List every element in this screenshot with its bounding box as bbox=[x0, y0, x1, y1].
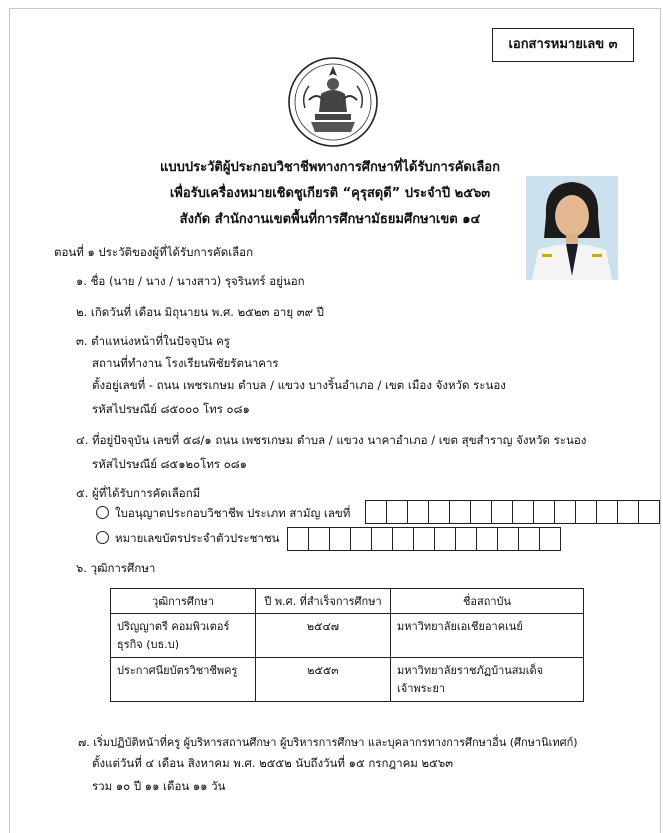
degree-cell: ประกาศนียบัตรวิชาชีพครู bbox=[111, 658, 256, 702]
year-cell: ๒๕๔๗ bbox=[256, 614, 391, 658]
id-card-radio[interactable] bbox=[96, 531, 109, 544]
column-header-degree: วุฒิการศึกษา bbox=[111, 589, 256, 614]
column-header-institution: ชื่อสถาบัน bbox=[391, 589, 584, 614]
title-line-3: สังกัด สำนักงานเขตพื้นที่การศึกษามัธยมศึกษาเขต ๑๔ bbox=[179, 212, 481, 227]
service-total-field: รวม ๑๐ ปี ๑๑ เดือน ๑๑ วัน bbox=[92, 779, 226, 793]
id-card-option[interactable] bbox=[96, 530, 280, 548]
year-cell: ๒๕๕๓ bbox=[256, 658, 391, 702]
workplace-address-field: ตั้งอยู่เลขที่ - ถนน เพชรเกษม ตำบล / แขวง บางริ้นอำเภอ / เขต เมือง จังหวัด ระนอง bbox=[92, 378, 506, 392]
education-table bbox=[110, 588, 584, 702]
title-line-2: เพื่อรับเครื่องหมายเชิดชูเกียรติ “คุรุสดุดี” ประจำปี ๒๕๖๓ bbox=[169, 186, 491, 201]
table-header-row bbox=[111, 589, 584, 614]
name-field: ๑. ชื่อ (นาย / นาง / นางสาว) รุจรินทร์ อยู่นอก bbox=[76, 274, 305, 288]
license-option[interactable] bbox=[96, 505, 350, 523]
table-row bbox=[111, 658, 584, 702]
profile-photo bbox=[526, 176, 618, 280]
degree-cell: ปริญญาตรี คอมพิวเตอร์ธุรกิจ (บธ.บ) bbox=[111, 614, 256, 658]
service-start-field: ๗. เริ่มปฏิบัติหน้าที่ครู ผู้บริหารสถานศึกษา ผู้บริหารการศึกษา และบุคลากรทางการศึกษาอื่น (ศึกษานิเทศก์) bbox=[78, 736, 578, 749]
education-heading: ๖. วุฒิการศึกษา bbox=[76, 561, 156, 575]
column-header-year: ปี พ.ศ. ที่สำเร็จการศึกษา bbox=[256, 589, 391, 614]
birth-date-field: ๒. เกิดวันที่ เดือน มิถุนายน พ.ศ. ๒๕๒๓ อายุ ๓๙ ปี bbox=[76, 305, 324, 319]
id-number-boxes[interactable] bbox=[287, 527, 560, 551]
ministry-seal-icon bbox=[287, 56, 379, 148]
license-number-boxes[interactable] bbox=[365, 500, 659, 524]
section-1-heading: ตอนที่ ๑ ประวัติของผู้ที่ได้รับการคัดเลือก bbox=[54, 245, 254, 259]
license-option-label: ใบอนุญาตประกอบวิชาชีพ ประเภท สามัญ เลขที่ bbox=[115, 506, 351, 520]
institution-cell: มหาวิทยาลัยราชภัฏบ้านสมเด็จเจ้าพระยา bbox=[391, 658, 584, 702]
qualification-heading: ๕. ผู้ที่ได้รับการคัดเลือกมี bbox=[76, 486, 201, 500]
document-number-box: เอกสารหมายเลข ๓ bbox=[492, 28, 634, 62]
id-card-option-label: หมายเลขบัตรประจำตัวประชาชน bbox=[115, 531, 280, 545]
institution-cell: มหาวิทยาลัยเอเชียอาคเนย์ bbox=[391, 614, 584, 658]
home-postal-field: รหัสไปรษณีย์ ๘๕๑๒๐โทร ๐๘๑ bbox=[92, 457, 247, 471]
title-line-1: แบบประวัติผู้ประกอบวิชาชีพทางการศึกษาที่ได้รับการคัดเลือก bbox=[160, 160, 500, 175]
position-field: ๓. ตำแหน่งหน้าที่ในปัจจุบัน ครู bbox=[76, 334, 230, 348]
workplace-field: สถานที่ทำงาน โรงเรียนพิชัยรัตนาคาร bbox=[92, 356, 279, 370]
home-address-field: ๔. ที่อยู่ปัจจุบัน เลขที่ ๕๘/๑ ถนน เพชรเกษม ตำบล / แขวง นาคาอำเภอ / เขต สุขสำราญ จังหวัด ระนอง bbox=[76, 433, 587, 447]
table-row bbox=[111, 614, 584, 658]
service-period-field: ตั้งแต่วันที่ ๔ เดือน สิงหาคม พ.ศ. ๒๕๕๒ นับถึงวันที่ ๑๕ กรกฎาคม ๒๕๖๓ bbox=[92, 756, 453, 770]
workplace-postal-field: รหัสไปรษณีย์ ๘๕๐๐๐ โทร ๐๘๑ bbox=[92, 402, 250, 416]
license-radio[interactable] bbox=[96, 506, 109, 519]
